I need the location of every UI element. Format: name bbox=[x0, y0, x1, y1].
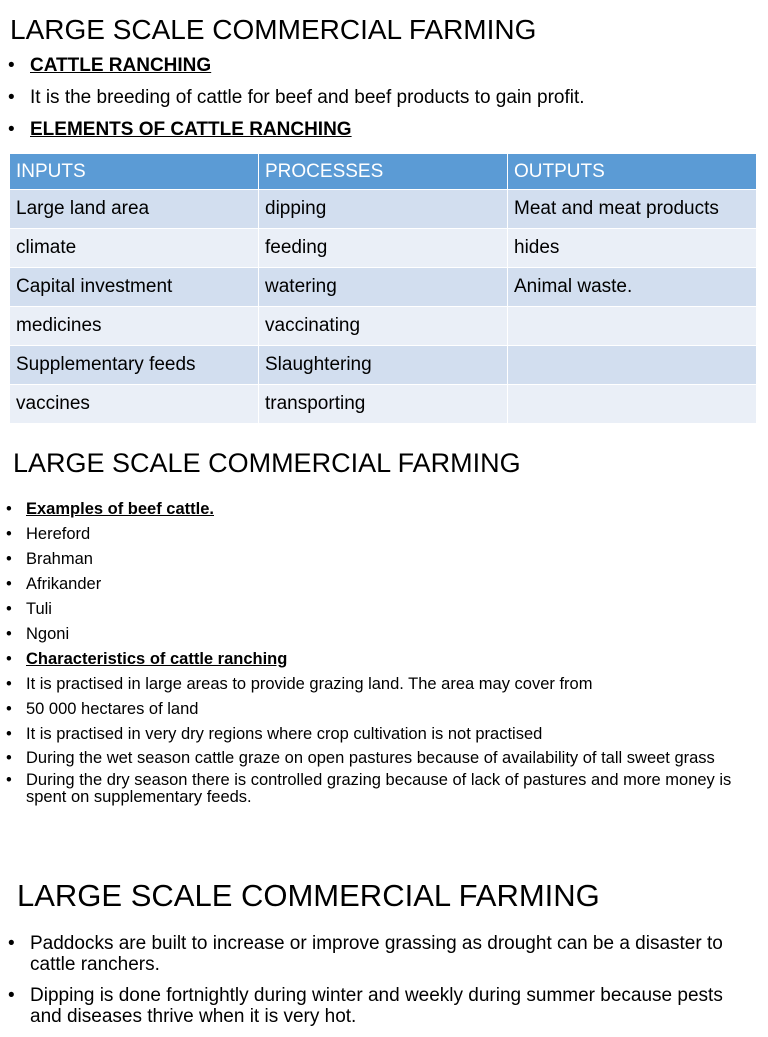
column-header-outputs: OUTPUTS bbox=[508, 154, 757, 190]
slide1-title: LARGE SCALE COMMERCIAL FARMING bbox=[10, 14, 537, 45]
breed-brahman: Brahman bbox=[26, 550, 93, 568]
breed-afrikander: Afrikander bbox=[26, 575, 102, 593]
characteristic-text: It is practised in very dry regions where crop cultivation is not practised bbox=[26, 725, 543, 743]
slide2-bullet-list bbox=[6, 500, 756, 811]
table-cell: dipping bbox=[259, 190, 508, 229]
list-item bbox=[8, 985, 758, 1027]
list-item bbox=[6, 625, 756, 643]
table-cell: Large land area bbox=[10, 190, 259, 229]
characteristic-text: During the wet season cattle graze on open pastures because of availability of tall sweet grass bbox=[26, 749, 715, 767]
breed-hereford: Hereford bbox=[26, 525, 91, 543]
list-item bbox=[6, 600, 756, 618]
list-item bbox=[6, 675, 756, 693]
table-cell: Capital investment bbox=[10, 268, 259, 307]
list-item bbox=[6, 500, 756, 518]
bullet-item bbox=[8, 118, 758, 150]
characteristic-text: During the dry season there is controlled grazing because of lack of pastures and more money is spent on supplementary feeds. bbox=[26, 771, 732, 806]
table-cell: hides bbox=[508, 229, 757, 268]
column-header-inputs: INPUTS bbox=[10, 154, 259, 190]
characteristics-heading: Characteristics of cattle ranching bbox=[26, 650, 288, 668]
table-cell: feeding bbox=[259, 229, 508, 268]
table-row bbox=[10, 346, 757, 385]
elements-table bbox=[9, 153, 757, 424]
slide1-bullet-list bbox=[8, 54, 758, 150]
dipping-text: Dipping is done fortnightly during winter and weekly during summer because pests and diseases thrive when it is very hot. bbox=[30, 985, 723, 1027]
characteristic-text: It is practised in large areas to provide grazing land. The area may cover from bbox=[26, 675, 593, 693]
slide3-title: LARGE SCALE COMMERCIAL FARMING bbox=[17, 878, 600, 913]
breed-ngoni: Ngoni bbox=[26, 625, 70, 643]
slide2-title: LARGE SCALE COMMERCIAL FARMING bbox=[13, 448, 521, 478]
cattle-ranching-heading: CATTLE RANCHING bbox=[30, 55, 212, 76]
table-row bbox=[10, 268, 757, 307]
table-row bbox=[10, 385, 757, 424]
table-cell: Animal waste. bbox=[508, 268, 757, 307]
list-item bbox=[6, 525, 756, 543]
list-item bbox=[6, 750, 756, 767]
elements-heading: ELEMENTS OF CATTLE RANCHING bbox=[30, 119, 352, 140]
slide3-bullet-list bbox=[8, 933, 758, 1037]
table-cell: vaccines bbox=[10, 385, 259, 424]
list-item bbox=[6, 575, 756, 593]
beef-cattle-examples-heading: Examples of beef cattle. bbox=[26, 500, 214, 518]
table-row bbox=[10, 229, 757, 268]
table-cell: Meat and meat products bbox=[508, 190, 757, 229]
table-cell: Slaughtering bbox=[259, 346, 508, 385]
table-cell: medicines bbox=[10, 307, 259, 346]
list-item bbox=[6, 550, 756, 568]
bullet-item bbox=[8, 54, 758, 86]
table-cell: climate bbox=[10, 229, 259, 268]
characteristic-text: 50 000 hectares of land bbox=[26, 700, 199, 718]
paddocks-text: Paddocks are built to increase or improve grassing as drought can be a disaster to cattle ranchers. bbox=[30, 933, 723, 975]
list-item bbox=[6, 700, 756, 718]
list-item bbox=[6, 772, 756, 806]
table-cell bbox=[508, 307, 757, 346]
list-item bbox=[6, 725, 756, 743]
table-cell bbox=[508, 346, 757, 385]
column-header-processes: PROCESSES bbox=[259, 154, 508, 190]
table-cell: transporting bbox=[259, 385, 508, 424]
table-cell: Supplementary feeds bbox=[10, 346, 259, 385]
breed-tuli: Tuli bbox=[26, 600, 52, 618]
table-cell: watering bbox=[259, 268, 508, 307]
table-row bbox=[10, 190, 757, 229]
list-item bbox=[8, 933, 758, 975]
bullet-item bbox=[8, 86, 758, 118]
cattle-ranching-definition: It is the breeding of cattle for beef and beef products to gain profit. bbox=[30, 87, 585, 108]
table-cell bbox=[508, 385, 757, 424]
table-cell: vaccinating bbox=[259, 307, 508, 346]
table-row bbox=[10, 307, 757, 346]
table-header-row bbox=[10, 154, 757, 190]
list-item bbox=[6, 650, 756, 668]
